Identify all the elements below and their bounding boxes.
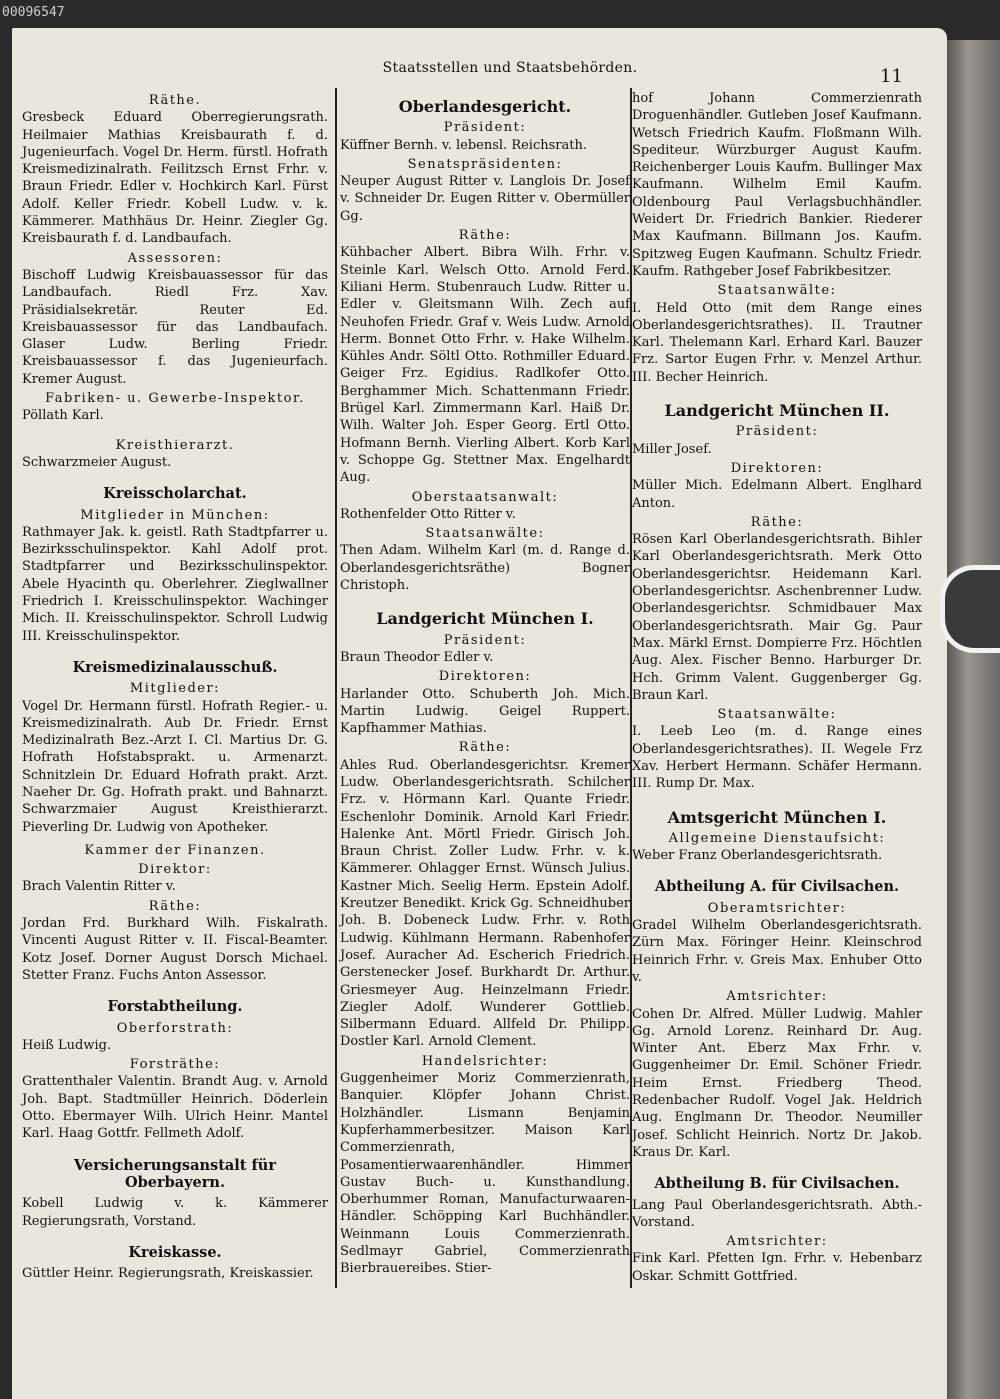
- entry-paragraph: Then Adam. Wilhelm Karl (m. d. Range d. Oberlandesgerichtsräthe) Bogner Christoph.: [340, 543, 630, 594]
- entry-paragraph: Grattenthaler Valentin. Brandt Aug. v. Arnold Joh. Bapt. Stadtmüller Heinrich. Döderlein Otto. Ebermayer Wilh. Ulrich Heinr. Mantel Karl. Haag Gottfr. Fellmeth Adolf.: [22, 1074, 328, 1142]
- entry-paragraph: hof Johann Commerzienrath Droguenhändler. Gutleben Josef Kaufmann. Wetsch Friedrich Kaufm. Floßmann Wilh. Spediteur. Würzburger August Kaufm. Reichenberger Louis Kaufm. Bullinger Max Kaufmann. Wilhelm Emil Kaufm. Oldenbourg Paul Verlagsbuchhändler. Weidert Dr. Friedrich Bankier. Riederer Max Kaufmann. Billmann Jos. Kaufm. Spitzweg Eugen Kaufmann. Schultz Friedr. Kaufm. Rathgeber Josef Fabrikbesitzer.: [632, 91, 922, 279]
- section-heading-bold: Abtheilung B. für Civilsachen.: [654, 1175, 900, 1193]
- entry-paragraph: Guggenheimer Moriz Commerzienrath, Banquier. Klöpfer Johann Christ. Holzhändler. Lismann Benjamin Kupferhammerbesitzer. Maison Karl Commerzienrath, Posamentierwaarenhändler. Himmer Gustav Buch- u. Kunsthandlung. Oberhummer Roman, Manufacturwaaren-Händler. Schöpping Karl Buchhändler. Weinmann Louis Commerzienrath. Sedlmayr Gabriel, Commerzienrath Bierbrauereibes. Stier-: [340, 1071, 630, 1277]
- column-2: [340, 90, 630, 1278]
- section-subheading: Staatsanwälte:: [425, 526, 545, 542]
- section-subheading: Handelsrichter:: [421, 1053, 549, 1069]
- entry-paragraph: Harlander Otto. Schuberth Joh. Mich. Martin Ludwig. Geigel Ruppert. Kapfhammer Mathias.: [340, 686, 630, 737]
- section-heading-bold: Kreisscholarchat.: [103, 485, 247, 503]
- section-subheading: Präsident:: [443, 120, 527, 136]
- section-heading: Assessoren:: [127, 250, 223, 266]
- entry-paragraph: Weber Franz Oberlandesgerichtsrath.: [632, 848, 883, 864]
- section-subheading: Räthe:: [148, 898, 202, 914]
- entry-paragraph: I. Leeb Leo (m. d. Range eines Oberlandesgerichtsrathes). II. Wegele Frz Xav. Herbert Hermann. Schäfer Hermann. III. Rump Dr. Max.: [632, 724, 922, 792]
- entry-paragraph: Vogel Dr. Hermann fürstl. Hofrath Regier.- u. Kreismedizinalrath. Aub Dr. Friedr. Ernst Medizinalrath Bez.-Arzt I. Cl. Martius Dr. G. Hofrath Hofstabsprakt. u. Armenarzt. Schnitzlein Dr. Eduard Hofrath prakt. Arzt. Naeher Dr. Gg. Hofrath prakt. und Bahnarzt. Schwarzmaier August Kreisthierarzt. Pieverling Dr. Ludwig von Apotheker.: [22, 698, 328, 835]
- section-subheading: Amtsrichter:: [726, 1234, 828, 1250]
- column-3: [632, 90, 922, 1285]
- section-subheading: Senatspräsidenten:: [407, 156, 563, 172]
- section-heading-bold: Oberlandesgericht.: [398, 97, 572, 116]
- entry-paragraph: Gradel Wilhelm Oberlandesgerichtsrath. Zürn Max. Föringer Heinr. Kleinschrod Heinrich Frhr. v. Greis Max. Enhuber Otto v.: [632, 918, 922, 985]
- entry-paragraph: Braun Theodor Edler v.: [340, 649, 494, 665]
- section-subheading: Mitglieder in München:: [80, 507, 270, 523]
- entry-paragraph: Kobell Ludwig v. k. Kämmerer Regierungsrath, Vorstand.: [22, 1196, 328, 1229]
- book-spine: [947, 40, 1000, 1399]
- section-subheading: Räthe:: [458, 228, 512, 244]
- section-heading-bold: Landgericht München II.: [664, 401, 890, 421]
- entry-paragraph: Rothenfelder Otto Ritter v.: [340, 506, 516, 522]
- entry-paragraph: Kühbacher Albert. Bibra Wilh. Frhr. v. Steinle Karl. Welsch Otto. Arnold Ferd. Kiliani Herm. Stubenrauch Ludw. Ritter u. Edler v. Gleitsmann Wilh. Zech auf Neuhofen Friedr. Graf v. Weis Ludw. Arnold Herm. Bonnet Otto Frhr. v. Hake Wilhelm. Kühles Andr. Söltl Otto. Rothmiller Eduard. Geiger Frz. Egidius. Radlkofer Otto. Berghammer Mich. Schattenmann Friedr. Brügel Karl. Zimmermann Karl. Haiß Dr. Wilh. Walter Joh. Esper Georg. Ertl Otto. Hofmann Bernh. Vierling Albert. Korb Karl v. Schoppe Gg. Stettner Max. Engelhardt Aug.: [340, 245, 630, 486]
- running-head: Staatsstellen und Staatsbehörden.: [382, 60, 638, 76]
- section-subheading: Direktoren:: [730, 460, 824, 476]
- section-heading-bold: Forstabtheilung.: [107, 998, 243, 1016]
- binding-tab: [940, 565, 1000, 653]
- section-heading-bold: Amtsgericht München I.: [667, 807, 887, 827]
- column-1: [22, 90, 328, 1282]
- section-heading-bold: Landgericht München I.: [376, 609, 594, 629]
- section-subheading: Präsident:: [735, 424, 819, 440]
- entry-paragraph: Rösen Karl Oberlandesgerichtsrath. Bihler Karl Oberlandesgerichtsrath. Merk Otto Oberlandesgerichtsr. Heidemann Karl. Oberlandesgerichtsr. Aschenbrenner Ludw. Oberlandesgerichtsr. Schmidbauer Max Oberlandesgerichtsrath. Mair Gg. Paur Max. Märkl Ernst. Dompierre Frz. Höchtlen Aug. Alex. Fischer Benno. Harburger Dr. Hch. Grimm Valent. Guggenberger Gg. Braun Karl.: [632, 532, 922, 703]
- entry-paragraph: Heiß Ludwig.: [22, 1037, 112, 1053]
- section-subheading: Direktoren:: [438, 669, 532, 685]
- section-heading: Kammer der Finanzen.: [84, 842, 266, 858]
- entry-paragraph: Bischoff Ludwig Kreisbauassessor für das Landbaufach. Riedl Frz. Xav. Präsidialsekretär. Reuter Ed. Kreisbauassessor für das Landbaufach. Glaser Ludw. Berling Friedr. Kreisbauassessor f. das Jugenieurfach. Kremer August.: [22, 267, 328, 387]
- section-subheading: Oberstaatsanwalt:: [411, 489, 559, 505]
- entry-paragraph: Rathmayer Jak. k. geistl. Rath Stadtpfarrer u. Bezirksschulinspektor. Kahl Adolf prot. Stadtpfarrer und Bezirksschulinspektor. Abele Hyacinth qu. Oberlehrer. Zieglwallner Friedrich I. Kreisschulinspektor. Wachinger Mich. II. Kreisschulinspektor. Schroll Ludwig III. Kreisschulinspektor.: [22, 524, 328, 644]
- section-subheading: Direktor:: [138, 862, 212, 878]
- section-subheading: Forsträthe:: [129, 1057, 221, 1073]
- section-heading-bold: Versicherungsanstalt für Oberbayern.: [74, 1156, 276, 1191]
- section-heading: Kreisthierarzt.: [115, 437, 235, 453]
- page-number: 11: [880, 66, 903, 87]
- section-heading-bold: Kreismedizinalausschuß.: [72, 658, 278, 676]
- column-rule-left: [335, 88, 337, 1288]
- section-heading: Fabriken- u. Gewerbe-Inspektor.: [45, 391, 305, 407]
- section-subheading: Staatsanwälte:: [717, 707, 837, 723]
- entry-paragraph: I. Held Otto (mit dem Range eines Oberlandesgerichtsrathes). II. Trautner Karl. Thelemann Karl. Erhard Karl. Bauzer Frz. Sartor Eugen Frhr. v. Menzel Arthur. III. Becher Heinrich.: [632, 300, 922, 385]
- entry-paragraph: Cohen Dr. Alfred. Müller Ludwig. Mahler Gg. Arnold Lorenz. Reinhard Dr. Aug. Winter Ant. Eberz Max Frhr. v. Guggenheimer Dr. Emil. Schöner Friedr. Heim Ernst. Friedberg Theod. Redenbacher Rudolf. Vogel Jak. Heldrich Aug. Englmann Dr. Theodor. Neumiller Josef. Schlicht Heinrich. Nortz Dr. Jakob. Kraus Dr. Karl.: [632, 1006, 922, 1160]
- entry-paragraph: Neuper August Ritter v. Langlois Dr. Josef v. Schneider Dr. Eugen Ritter v. Obermüller Gg.: [340, 174, 630, 224]
- section-subheading: Oberamtsrichter:: [707, 900, 847, 916]
- shelf-number: 00096547: [2, 5, 65, 20]
- entry-paragraph: Miller Josef.: [632, 441, 712, 457]
- entry-paragraph: Lang Paul Oberlandesgerichtsrath. Abth.-Vorstand.: [632, 1197, 922, 1230]
- section-heading-bold: Abtheilung A. für Civilsachen.: [654, 878, 900, 896]
- entry-paragraph: Ahles Rud. Oberlandesgerichtsr. Kremer Ludw. Oberlandesgerichtsrath. Schilcher Frz. v. Hörmann Karl. Quante Friedr. Eschenlohr Dominik. Arnold Karl Friedr. Halenke Ant. Mörtl Friedr. Girisch Joh. Braun Christ. Zoller Ludw. Frhr. v. k. Kämmerer. Ohlagger Ernst. Wünsch Julius. Kastner Mich. Seelig Herm. Epstein Adolf. Kreutzer Benedikt. Krick Gg. Schneidhuber Joh. B. Dobeneck Ludw. Frhr. v. Roth Ludwig. Kühlmann Hermann. Rabenhofer Josef. Auracher Ad. Escherich Friedrich. Gerstenecker Josef. Burkhardt Dr. Arthur. Griesmeyer Aug. Heinzelmann Friedr. Ziegler Adolf. Wunderer Gottlieb. Silbermann Eduard. Allfeld Dr. Philipp. Dostler Karl. Arnold Clement.: [340, 757, 630, 1050]
- entry-paragraph: Pöllath Karl.: [22, 408, 104, 424]
- section-subheading: Amtsrichter:: [726, 989, 828, 1005]
- section-subheading: Präsident:: [443, 632, 527, 648]
- entry-paragraph: Gresbeck Eduard Oberregierungsrath. Heilmaier Mathias Kreisbaurath f. d. Jugenieurfach. Vogel Dr. Herm. fürstl. Hofrath Kreismedizinalrath. Feilitzsch Ernst Frhr. v. Braun Friedr. Edler v. Hochkirch Karl. Fürst Adolf. Keller Friedr. Kobell Ludw. v. k. Kämmerer. Mathhäus Dr. Heinr. Ziegler Gg. Kreisbaurath f. d. Landbaufach.: [22, 110, 328, 247]
- entry-paragraph: Jordan Frd. Burkhard Wilh. Fiskalrath. Vincenti August Ritter v. II. Fiscal-Beamter. Kotz Josef. Dorner August Dorsch Michael. Stetter Franz. Fuchs Anton Assessor.: [22, 916, 328, 983]
- entry-paragraph: Brach Valentin Ritter v.: [22, 879, 176, 895]
- entry-paragraph: Fink Karl. Pfetten Ign. Frhr. v. Hebenbarz Oskar. Schmitt Gottfried.: [632, 1251, 922, 1284]
- entry-paragraph: Müller Mich. Edelmann Albert. Englhard Anton.: [632, 478, 922, 511]
- section-subheading: Staatsanwälte:: [717, 283, 837, 299]
- entry-paragraph: Güttler Heinr. Regierungsrath, Kreiskassier.: [22, 1266, 314, 1282]
- entry-paragraph: Küffner Bernh. v. lebensl. Reichsrath.: [340, 137, 587, 153]
- section-subheading: Allgemeine Dienstaufsicht:: [668, 830, 886, 846]
- entry-paragraph: Schwarzmeier August.: [22, 454, 172, 470]
- section-subheading: Mitglieder:: [129, 681, 221, 697]
- section-subheading: Oberforstrath:: [116, 1020, 234, 1036]
- section-subheading: Räthe:: [458, 740, 512, 756]
- section-heading: Räthe.: [148, 93, 202, 108]
- section-heading-bold: Kreiskasse.: [128, 1243, 222, 1261]
- section-subheading: Räthe:: [750, 514, 804, 530]
